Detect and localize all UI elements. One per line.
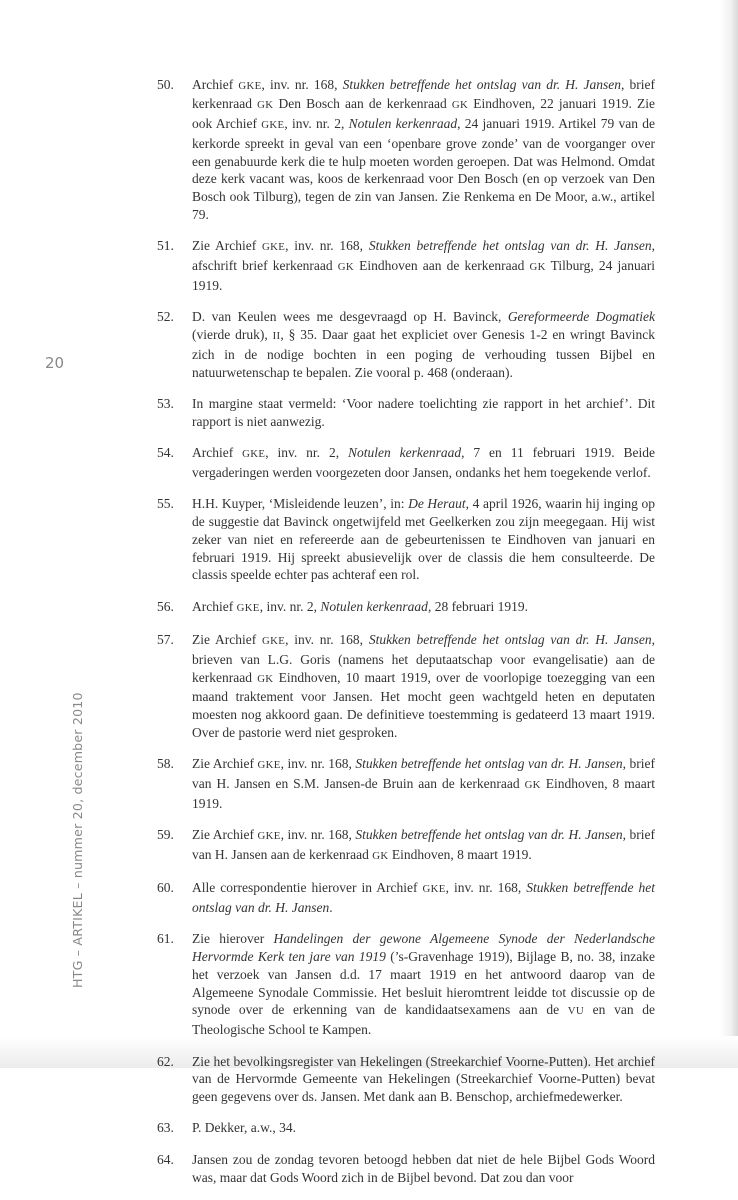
footnote-text: Zie Archief <box>192 631 263 647</box>
footnote-text: en van de Theologische School te Kampen. <box>192 1002 655 1038</box>
footnote-text: Eindhoven, 22 januari 1919. Zie ook Archief <box>192 96 655 132</box>
footnote-abbreviation: GKE <box>257 830 281 843</box>
footnote-text: Zie Archief <box>192 756 258 772</box>
footnote-number: 64. <box>157 1151 174 1167</box>
footnote-abbreviation: GKE <box>257 759 281 772</box>
footnote-title-italic: De Heraut <box>408 496 466 512</box>
footnote-text: , inv. nr. 168, <box>445 880 527 896</box>
footnote-text: P. Dekker, a.w., 34. <box>192 1120 296 1136</box>
footnote-title-italic: Gereformeerde Dogmatiek <box>507 309 655 325</box>
footnote-text: (vierde druk), <box>192 327 273 343</box>
footnote <box>157 1151 655 1187</box>
footnote-abbreviation: GK <box>257 99 274 112</box>
footnote-text: . <box>329 899 333 915</box>
footnote-title-italic: Stukken betreffende het ontslag van dr. H. Jansen <box>355 756 623 772</box>
footnote <box>157 308 655 381</box>
footnote-text: Archief <box>192 76 239 92</box>
footnote <box>157 930 655 1039</box>
footnote-title-italic: Stukken betreffende het ontslag van dr. H. Jansen <box>342 76 622 92</box>
footnote-text: , brief kerkenraad <box>192 76 656 112</box>
page-number: 20 <box>45 354 65 372</box>
footnote-text: , 7 en 11 februari 1919. Beide vergaderingen werden voorgezeten door Jansen, ondanks het hem toegekende verlof. <box>192 445 656 480</box>
footnote-text: Zie Archief <box>192 238 263 254</box>
footnote-abbreviation: GK <box>257 672 274 685</box>
footnote-abbreviation: GKE <box>261 119 285 132</box>
footnote-title-italic: Stukken betreffende het ontslag van dr. H. Jansen <box>192 880 656 915</box>
footnote-abbreviation: GKE <box>242 448 266 461</box>
footnote-text: Zie hierover <box>192 931 274 947</box>
footnote <box>157 237 655 294</box>
footnote-number: 62. <box>157 1053 174 1069</box>
footnote-title-italic: Stukken betreffende het ontslag van dr. H. Jansen <box>368 631 652 647</box>
footnote-text: , inv. nr. 168, <box>261 76 343 92</box>
footnotes-list <box>157 62 655 1200</box>
footnote-title-italic: Notulen kerkenraad <box>348 116 458 132</box>
footnote-number: 58. <box>157 756 174 772</box>
footnote <box>157 1053 655 1106</box>
footnote-abbreviation: GK <box>529 261 546 274</box>
footnote-text: In margine staat vermeld: ‘Voor nadere toelichting zie rapport in het archief’. Dit rapport is niet aanwezig. <box>192 395 655 429</box>
footnote-abbreviation: GK <box>372 849 389 862</box>
footnote-text: D. van Keulen wees me desgevraagd op H. Bavinck, <box>192 309 508 325</box>
footnote-text: , inv. nr. 168, <box>280 756 356 772</box>
footnote <box>157 598 655 618</box>
running-head: HTG – ARTIKEL – nummer 20, december 2010 <box>70 692 85 988</box>
footnote-text: Zie het bevolkingsregister van Hekelingen (Streekarchief Voorne-Putten). Het archief van de Hervormde Gemeente van Hekelingen (Streekarchief Voorne-Putten) bevat geen gegevens over ds. Jansen. Met dank aan B. Benschop, archiefmedewerker. <box>192 1053 655 1105</box>
footnote-number: 57. <box>157 631 174 647</box>
footnote-abbreviation: GKE <box>262 634 286 647</box>
footnote-text: , inv. nr. 168, <box>285 238 369 254</box>
footnote-text: , inv. nr. 168, <box>280 827 356 843</box>
footnote-abbreviation: GK <box>524 779 541 791</box>
footnote <box>157 495 655 584</box>
footnote-title-italic: Stukken betreffende het ontslag van dr. H. Jansen <box>355 827 623 843</box>
footnote-number: 54. <box>157 445 174 461</box>
footnote <box>157 755 655 812</box>
footnote-text: Eindhoven, 8 maart 1919. <box>192 776 655 811</box>
footnote-abbreviation: GKE <box>262 241 286 254</box>
footnote-text: Zie Archief <box>192 827 258 843</box>
footnote-text: Jansen zou de zondag tevoren betoogd hebben dat niet de hele Bijbel Gods Woord was, maar dat Gods Woord zich in de Bijbel bevond. Dat zou dan voor <box>192 1151 655 1185</box>
footnote <box>157 395 655 431</box>
footnote-number: 56. <box>157 598 174 614</box>
footnote-title-italic: Notulen kerkenraad <box>320 598 428 614</box>
footnote-title-italic: Notulen kerkenraad <box>347 445 462 461</box>
page-right-edge-shadow <box>720 0 738 1068</box>
footnote <box>157 1119 655 1137</box>
footnote-text: Archief <box>192 598 237 614</box>
footnote <box>157 76 655 224</box>
footnote-text: H.H. Kuyper, ‘Misleidende leuzen’, in: <box>192 496 409 512</box>
footnote-abbreviation: II <box>272 330 281 343</box>
footnote-number: 61. <box>157 931 174 947</box>
footnote-text: Alle correspondentie hierover in Archief <box>192 880 423 896</box>
footnote-text: , inv. nr. 2, <box>284 116 349 132</box>
footnote-text: (’s-Gravenhage 1919), Bijlage B, no. 38, inzake het verzoek van Jansen d.d. 17 maart 1919 en het antwoord daarop van de Algemeene Synodale Commissie. Het besluit hieromtrent leidde tot discussie op de synode over de erkenning van de kandidaatsexamens aan de <box>192 949 655 1018</box>
footnote-text: , 28 februari 1919. <box>427 598 529 614</box>
footnote-text: , brieven van L.G. Goris (namens het deputaatschap voor evangelisatie) aan de kerkenraad <box>192 631 655 685</box>
footnote-text: Eindhoven aan de kerkenraad <box>354 258 530 274</box>
footnote <box>157 444 655 482</box>
footnote-number: 50. <box>157 76 174 92</box>
footnote-text: , brief van H. Jansen aan de kerkenraad <box>192 827 656 862</box>
footnote-text: Eindhoven, 10 maart 1919, over de voorlopige toezegging van een maand traktement voor Jansen. Het mocht geen wachtgeld heten en deputaten moesten nog akkoord gaan. De definitieve toestemming is gedateerd 13 maart 1919. Over de pastorie werd niet gesproken. <box>192 669 655 740</box>
footnote-title-italic: Stukken betreffende het ontslag van dr. H. Jansen <box>368 238 652 254</box>
footnote <box>157 826 655 866</box>
footnote-text: , afschrift brief kerkenraad <box>192 238 655 274</box>
footnote-number: 59. <box>157 827 174 843</box>
footnote-text: Tilburg, 24 januari 1919. <box>192 258 656 293</box>
footnote-abbreviation: VU <box>567 1005 584 1018</box>
footnote-abbreviation: GKE <box>422 883 446 896</box>
footnote-number: 55. <box>157 496 174 512</box>
footnote-number: 52. <box>157 309 174 325</box>
footnote-text: Archief <box>192 445 243 461</box>
footnote-text: , inv. nr. 168, <box>285 631 369 647</box>
footnote-abbreviation: GK <box>451 99 469 112</box>
footnote-abbreviation: GK <box>337 261 354 274</box>
footnote-number: 60. <box>157 880 174 896</box>
footnote-text: , 24 januari 1919. Artikel 79 van de kerkorde spreekt in geval van een ‘openbare grove zonde’ van de voorganger over een genabuurde kerk die te hulp moeten worden geroepen. Dat was Helmond. Omdat deze kerk vacant was, koos de kerkenraad voor Den Bosch (en op verzoek van Den Bosch ook Tilburg), tegen de zin van Jansen. Zie Renkema en De Moor, a.w., artikel 79. <box>192 116 655 223</box>
footnote-text: , § 35. Daar gaat het expliciet over Genesis 1-2 en wringt Bavinck zich in de nodige bochten in een poging de verhouding tussen Bijbel en natuurwetenschap te bepalen. Zie vooral p. 468 (onderaan). <box>192 327 656 380</box>
footnote <box>157 879 655 917</box>
footnote-text: , brief van H. Jansen en S.M. Jansen-de Bruin aan de kerkenraad <box>192 756 656 791</box>
footnote-text: , 4 april 1926, waarin hij inging op de suggestie dat Bavinck ongetwijfeld met Geelkerken zou zijn meegegaan. Hij wist zeker van niet en refereerde aan de gebeurtenissen te Eindhoven van januari en februari 1919. Hij spreekt abusievelijk over de classis die hem consulteerde. De classis speelde echter pas achteraf een rol. <box>192 496 655 583</box>
footnote-text: Eindhoven, 8 maart 1919. <box>388 846 532 862</box>
footnote-number: 53. <box>157 395 174 411</box>
footnote-abbreviation: GKE <box>236 601 260 614</box>
footnote-number: 63. <box>157 1120 174 1136</box>
footnote-number: 51. <box>157 238 174 254</box>
footnote-text: , inv. nr. 2, <box>265 445 348 461</box>
footnote <box>157 631 655 742</box>
footnote-abbreviation: GKE <box>238 79 262 92</box>
footnote-title-italic: Handelingen der gewone Algemeene Synode der Nederlandsche Hervormde Kerk ten jare van 1919 <box>192 931 655 965</box>
footnote-text: , inv. nr. 2, <box>259 598 321 614</box>
footnote-text: Den Bosch aan de kerkenraad <box>273 96 452 112</box>
